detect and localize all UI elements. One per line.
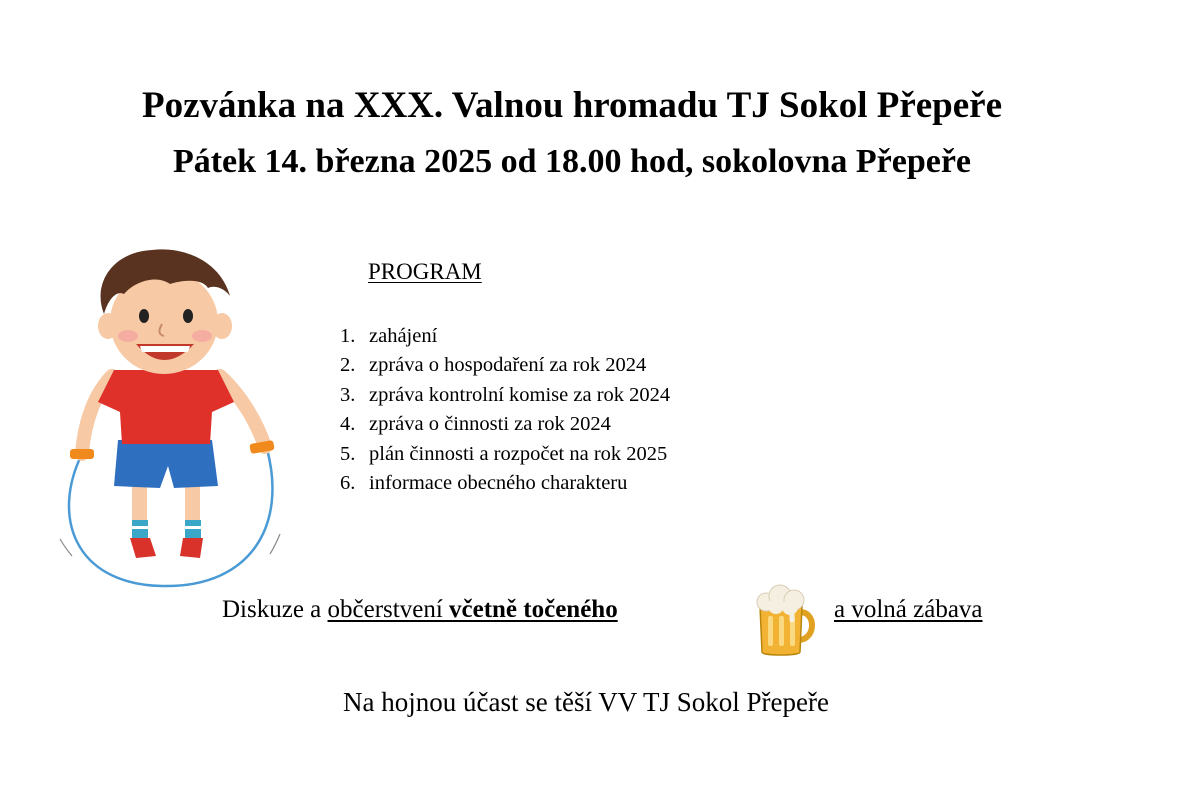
list-item: 4. zpráva o činnosti za rok 2024: [340, 413, 611, 436]
list-item: 2. zpráva o hospodaření za rok 2024: [340, 354, 647, 377]
boy-jumping-rope-illustration: [52, 244, 292, 594]
list-item: 6. informace obecného charakteru: [340, 472, 628, 495]
program-list: [340, 322, 670, 498]
beer-mug-icon: [752, 582, 818, 658]
list-item: 5. plán činnosti a rozpočet na rok 2025: [340, 442, 668, 465]
list-item: 3. zpráva kontrolní komise za rok 2024: [340, 383, 671, 406]
refreshment-text: občerstvení včetně točeného: [327, 596, 618, 623]
entertainment-text: a volná zábava: [834, 596, 983, 623]
program-heading: PROGRAM: [368, 259, 482, 284]
page-title: Pozvánka na XXX. Valnou hromadu TJ Sokol Přepeře: [141, 85, 1003, 126]
list-item: 1. zahájení: [340, 325, 438, 347]
footer-text: Na hojnou účast se těší VV TJ Sokol Přepeře: [343, 687, 829, 717]
discussion-text: Diskuze a: [222, 596, 328, 623]
discussion-line: [222, 590, 618, 630]
page-subtitle: Pátek 14. března 2025 od 18.00 hod, sokolovna Přepeře: [172, 143, 972, 180]
